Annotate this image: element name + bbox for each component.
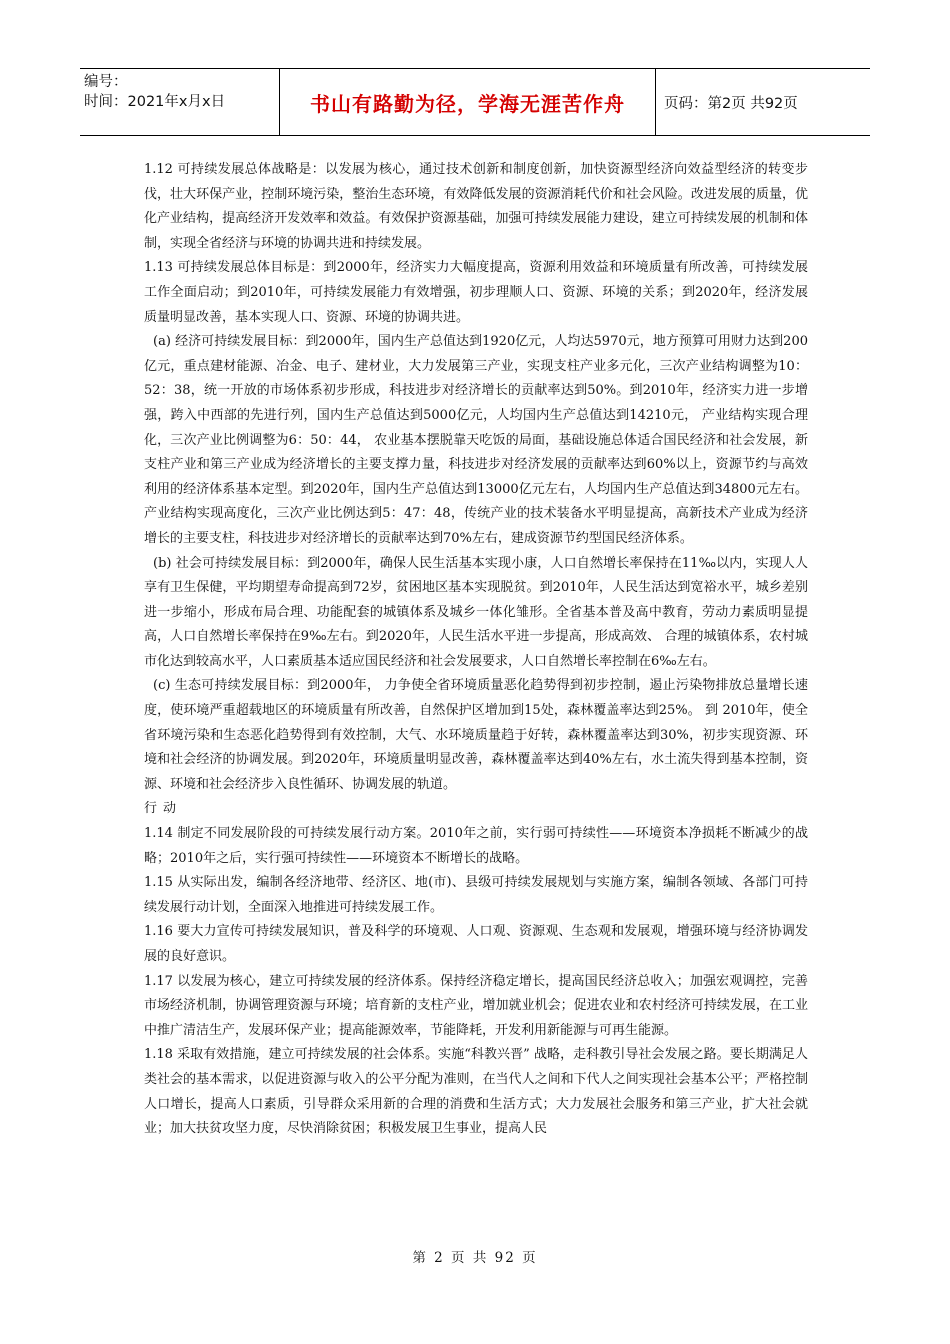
paragraph-1-15: 1.15 从实际出发，编制各经济地带、经济区、地(市)、县级可持续发展规划与实施方案，编制各领域、各部门可持续发展行动计划，全面深入地推进可持续发展工作。 [144,875,808,915]
document-date-label: 时间：2021年x月x日 [84,94,226,110]
paragraph-1-18: 1.18 采取有效措施，建立可持续发展的社会体系。实施“科教兴晋” 战略，走科教引导社会发展之路。要长期满足人类社会的基本需求，以促进资源与收入的公平分配为准则，在当代人之间和下代人之间实现社会基本公平；严格控制人口增长，提高人口素质，引导群众采用新的合理的消费和生活方式；大力发展社会服务和第三产业，扩大社会就业；加大扶贫攻坚力度，尽快消除贫困；积极发展卫生事业，提高人民 [144,1047,808,1137]
paragraph-ecological-goal: (c) 生态可持续发展目标：到2000年， 力争使全省环境质量恶化趋势得到初步控制，遏止污染物排放总量增长速度，使环境严重超载地区的环境质量有所改善，自然保护区增加到15处，森林覆盖率达到25%。 到 2010年，使全省环境污染和生态恶化趋势得到有效控制，大气、水环境质量趋于好转，森林覆盖率达到30%，初步实现资源、环境和社会经济的协调发展。到2020年，环境质量明显改善，森林覆盖率达到40%左右，水土流失得到基本控制，资源、环境和社会经济步入良性循环、协调发展的轨道。 [144,678,808,792]
paragraph-1-13: 1.13 可持续发展总体目标是：到2000年，经济实力大幅度提高，资源利用效益和环境质量有所改善，可持续发展工作全面启动；到2010年，可持续发展能力有效增强，初步理顺人口、资源、环境的关系；到2020年，经济发展质量明显改善，基本实现人口、资源、环境的协调共进。 [144,260,808,325]
paragraph-1-14: 1.14 制定不同发展阶段的可持续发展行动方案。2010年之前，实行弱可持续性——环境资本净损耗不断减少的战略；2010年之后，实行强可持续性——环境资本不断增长的战略。 [144,826,808,866]
paragraph-1-12: 1.12 可持续发展总体战略是：以发展为核心，通过技术创新和制度创新，加快资源型经济向效益型经济的转变步伐，壮大环保产业，控制环境污染，整治生态环境，有效降低发展的资源消耗代价和社会风险。改进发展的质量，优化产业结构，提高经济开发效率和效益。有效保护资源基础，加强可持续发展能力建设，建立可持续发展的机制和体制，实现全省经济与环境的协调共进和持续发展。 [144,162,808,251]
page-header [80,68,870,136]
document-number-label: 编号： [84,74,128,90]
header-motto: 书山有路勤为径，学海无涯苦作舟 [280,69,656,135]
header-page-label: 页码：第2页 共92页 [664,95,798,112]
paragraph-1-16: 1.16 要大力宣传可持续发展知识，普及科学的环境观、人口观、资源观、生态观和发展观，增强环境与经济协调发展的良好意识。 [144,924,808,964]
paragraph-1-17: 1.17 以发展为核心，建立可持续发展的经济体系。保持经济稳定增长，提高国民经济总收入；加强宏观调控，完善市场经济机制，协调管理资源与环境；培育新的支柱产业，增加就业机会；促进农业和农村经济可持续发展，在工业中推广清洁生产，发展环保产业；提高能源效率，节能降耗，开发利用新能源与可再生能源。 [144,973,808,1038]
paragraph-economic-goal: (a) 经济可持续发展目标：到2000年，国内生产总值达到1920亿元，人均达5970元，地方预算可用财力达到200亿元，重点建材能源、冶金、电子、建材业，大力发展第三产业，实现支柱产业多元化，三次产业结构调整为10：52：38，统一开放的市场体系初步形成，科技进步对经济增长的贡献率达到50%。到2010年，经济实力进一步增强，跨入中西部的先进行列，国内生产总值达到5000亿元，人均国内生产总值达到14210元， 产业结构实现合理化，三次产业比例调整为6：50：44， 农业基本摆脱靠天吃饭的局面，基础设施总体适合国民经济和社会发展，新支柱产业和第三产业成为经济增长的主要支撑力量，科技进步对经济发展的贡献率达到60%以上，资源节约与高效利用的经济体系基本定型。到2020年，国内生产总值达到13000亿元左右，人均国内生产总值达到34800元左右。产业结构实现高度化，三次产业比例达到5：47：48，传统产业的技术装备水平明显提高，高新技术产业成为经济增长的主要支柱，科技进步对经济增长的贡献率达到70%左右，建成资源节约型国民经济体系。 [144,334,808,546]
page-footer: 第 2 页 共 92 页 [412,1250,538,1266]
paragraph-social-goal: (b) 社会可持续发展目标：到2000年，确保人民生活基本实现小康，人口自然增长率保持在11‰以内，实现人人享有卫生保健，平均期望寿命提高到72岁，贫困地区基本实现脱贫。到2010年，人民生活达到宽裕水平，城乡差别进一步缩小，形成布局合理、功能配套的城镇体系及城乡一体化雏形。全省基本普及高中教育，劳动力素质明显提高，人口自然增长率保持在9‰左右。到2020年，人民生活水平进一步提高，形成高效、 合理的城镇体系，农村城市化达到较高水平，人口素质基本适应国民经济和社会发展要求，人口自然增长率控制在6‰左右。 [144,555,808,669]
header-meta [80,69,280,135]
document-body [144,158,808,1142]
section-heading-action: 行动 [144,801,183,817]
